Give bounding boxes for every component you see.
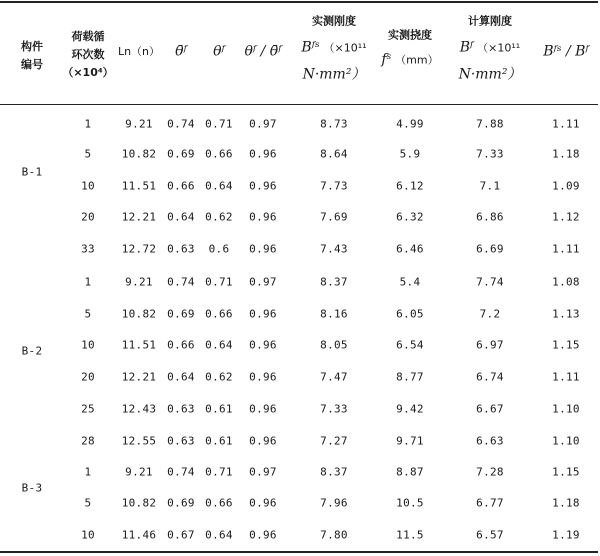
cell-measured-stiffness: 7.27 (320, 434, 348, 448)
cell-measured-stiffness: 7.47 (320, 370, 348, 384)
cell-measured-deflection: 6.12 (396, 179, 424, 193)
cell-measured-deflection: 6.32 (396, 210, 424, 224)
cell-theta-ratio: 0.96 (249, 338, 277, 352)
cell-ln-n: 12.43 (121, 402, 157, 416)
cell-theta-bar: 0.74 (167, 117, 195, 131)
bottom-rule (0, 551, 598, 553)
cell-stiffness-ratio: 1.18 (552, 496, 580, 510)
cell-cycles: 28 (81, 434, 95, 448)
cell-theta-ratio: 0.97 (249, 275, 277, 289)
cell-theta-bar: 0.74 (167, 275, 195, 289)
cell-theta: 0.61 (205, 434, 233, 448)
cell-theta-ratio: 0.96 (249, 402, 277, 416)
cell-theta: 0.62 (205, 370, 233, 384)
cell-cycles: 10 (81, 179, 95, 193)
cell-measured-deflection: 10.5 (396, 496, 424, 510)
cell-ln-n: 12.55 (121, 434, 157, 448)
cell-calc-stiffness: 6.67 (476, 402, 504, 416)
group-label-b3: B-3 (21, 481, 43, 495)
group-label-b1: B-1 (21, 165, 43, 179)
cell-stiffness-ratio: 1.13 (552, 307, 580, 321)
cell-stiffness-ratio: 1.12 (552, 210, 580, 224)
cell-stiffness-ratio: 1.08 (552, 275, 580, 289)
cell-measured-deflection: 11.5 (396, 528, 424, 542)
cell-stiffness-ratio: 1.10 (552, 434, 580, 448)
cell-measured-deflection: 8.87 (396, 465, 424, 479)
cell-cycles: 10 (81, 338, 95, 352)
header-ratio-theta-symbol: θᶠ / θ̄ᶠ (244, 43, 282, 60)
cell-calc-stiffness: 7.28 (476, 465, 504, 479)
cell-theta: 0.71 (205, 275, 233, 289)
cell-measured-deflection: 6.05 (396, 307, 424, 321)
cell-theta-ratio: 0.96 (249, 434, 277, 448)
header-cycles-line2: 环次数 (71, 48, 105, 61)
cell-cycles: 20 (81, 210, 95, 224)
header-theta-bar-symbol: θ̄ᶠ (175, 43, 187, 60)
cell-theta-ratio: 0.96 (249, 496, 277, 510)
cell-theta-bar: 0.63 (167, 242, 195, 256)
cell-theta-bar: 0.63 (167, 402, 195, 416)
cell-ln-n: 12.21 (121, 370, 157, 384)
cell-theta-bar: 0.74 (167, 465, 195, 479)
cell-stiffness-ratio: 1.15 (552, 338, 580, 352)
cell-calc-stiffness: 6.77 (476, 496, 504, 510)
cell-theta: 0.64 (205, 179, 233, 193)
cell-theta-bar: 0.63 (167, 434, 195, 448)
header-ratio-theta (245, 43, 282, 62)
cell-theta-ratio: 0.97 (249, 117, 277, 131)
cell-theta-bar: 0.64 (167, 370, 195, 384)
cell-measured-deflection: 9.71 (396, 434, 424, 448)
cell-cycles: 1 (84, 117, 92, 131)
header-calc-stiffness (459, 13, 522, 84)
cell-measured-stiffness: 8.05 (320, 338, 348, 352)
cell-measured-stiffness: 8.16 (320, 307, 348, 321)
header-theta (213, 43, 225, 62)
cell-theta: 0.71 (205, 465, 233, 479)
header-theta-symbol: θᶠ (213, 43, 225, 60)
cell-theta-ratio: 0.96 (249, 210, 277, 224)
cell-measured-deflection: 6.46 (396, 242, 424, 256)
cell-ln-n: 9.21 (125, 117, 153, 131)
cell-measured-deflection: 9.42 (396, 402, 424, 416)
cell-calc-stiffness: 6.57 (476, 528, 504, 542)
cell-measured-stiffness: 8.37 (320, 465, 348, 479)
cell-measured-deflection: 6.54 (396, 338, 424, 352)
measured-stiffness-unit2: N·mm²） (302, 66, 366, 83)
cell-measured-stiffness: 8.37 (320, 275, 348, 289)
cell-ln-n: 9.21 (125, 275, 153, 289)
cell-calc-stiffness: 6.86 (476, 210, 504, 224)
cell-theta: 0.66 (205, 496, 233, 510)
cell-measured-stiffness: 8.64 (320, 147, 348, 161)
cell-theta-bar: 0.69 (167, 496, 195, 510)
cell-cycles: 1 (84, 465, 92, 479)
cell-theta-ratio: 0.96 (249, 147, 277, 161)
group-label-b2: B-2 (21, 344, 43, 358)
header-calc-stiffness-line2 (459, 39, 522, 58)
cell-theta-ratio: 0.96 (249, 528, 277, 542)
cell-theta-bar: 0.69 (167, 147, 195, 161)
cell-measured-deflection: 8.77 (396, 370, 424, 384)
measured-deflection-symbol: fˢ (381, 51, 392, 68)
header-measured-stiffness-line2 (301, 39, 366, 58)
calc-stiffness-unit: （×10¹¹ (477, 41, 521, 55)
cell-measured-stiffness: 7.73 (320, 179, 348, 193)
cell-ln-n: 10.82 (121, 496, 157, 510)
cell-cycles: 10 (81, 528, 95, 542)
calc-stiffness-unit2: N·mm²） (458, 66, 522, 83)
cell-measured-stiffness: 7.96 (320, 496, 348, 510)
measured-stiffness-symbol: Bᶠˢ (301, 39, 320, 56)
header-measured-stiffness-title: 实测刚度 (312, 14, 356, 28)
cell-ln-n: 10.82 (121, 147, 157, 161)
cell-theta-ratio: 0.96 (249, 370, 277, 384)
cell-stiffness-ratio: 1.19 (552, 528, 580, 542)
cell-theta-bar: 0.67 (167, 528, 195, 542)
header-calc-stiffness-title: 计算刚度 (468, 14, 512, 28)
cell-cycles: 5 (84, 496, 92, 510)
header-member-id-line1: 构件 (21, 40, 43, 53)
cell-ln-n: 10.82 (121, 307, 157, 321)
cell-stiffness-ratio: 1.11 (552, 117, 580, 131)
cell-calc-stiffness: 6.69 (476, 242, 504, 256)
cell-measured-stiffness: 7.33 (320, 402, 348, 416)
cell-cycles: 5 (84, 307, 92, 321)
cell-stiffness-ratio: 1.11 (552, 370, 580, 384)
cell-calc-stiffness: 6.97 (476, 338, 504, 352)
cell-cycles: 5 (84, 147, 92, 161)
header-ratio-b-symbol: Bᶠˢ / Bᶠ (543, 43, 589, 60)
cell-theta-ratio: 0.96 (249, 307, 277, 321)
cell-stiffness-ratio: 1.15 (552, 465, 580, 479)
header-member-id-line2: 编号 (21, 58, 43, 71)
cell-cycles: 20 (81, 370, 95, 384)
cell-measured-deflection: 4.99 (396, 117, 424, 131)
measured-stiffness-unit: （×10¹¹ (323, 41, 367, 55)
cell-theta: 0.6 (208, 242, 230, 256)
cell-ln-n: 12.72 (121, 242, 157, 256)
header-ln-n-text: Ln（n） (117, 45, 161, 58)
cell-calc-stiffness: 7.74 (476, 275, 504, 289)
header-ln-n (118, 43, 160, 61)
cell-theta: 0.71 (205, 117, 233, 131)
cell-theta-bar: 0.66 (167, 338, 195, 352)
cell-measured-deflection: 5.9 (399, 147, 421, 161)
cell-cycles: 33 (81, 242, 95, 256)
cell-cycles: 1 (84, 275, 92, 289)
cell-measured-stiffness: 7.80 (320, 528, 348, 542)
cell-calc-stiffness: 7.1 (479, 179, 501, 193)
cell-measured-stiffness: 8.73 (320, 117, 348, 131)
header-measured-stiffness (301, 13, 366, 84)
cell-theta-ratio: 0.97 (249, 465, 277, 479)
cell-theta-bar: 0.69 (167, 307, 195, 321)
cell-ln-n: 12.21 (121, 210, 157, 224)
cell-calc-stiffness: 6.74 (476, 370, 504, 384)
cell-measured-stiffness: 7.43 (320, 242, 348, 256)
cell-measured-stiffness: 7.69 (320, 210, 348, 224)
top-rule (0, 1, 598, 3)
cell-theta-ratio: 0.96 (249, 179, 277, 193)
header-member-id (21, 38, 43, 74)
header-theta-bar (175, 43, 187, 62)
cell-stiffness-ratio: 1.18 (552, 147, 580, 161)
cell-theta: 0.62 (205, 210, 233, 224)
cell-theta: 0.64 (205, 528, 233, 542)
cell-theta-bar: 0.66 (167, 179, 195, 193)
header-rule (0, 104, 598, 105)
cell-ln-n: 11.46 (121, 528, 157, 542)
cell-ln-n: 9.21 (125, 465, 153, 479)
cell-ln-n: 11.51 (121, 179, 157, 193)
measured-deflection-unit: （mm） (395, 53, 439, 67)
cell-theta-bar: 0.64 (167, 210, 195, 224)
cell-ln-n: 11.51 (121, 338, 157, 352)
header-ratio-b (543, 43, 588, 62)
cell-theta: 0.66 (205, 307, 233, 321)
cell-measured-deflection: 5.4 (399, 275, 421, 289)
cell-calc-stiffness: 7.33 (476, 147, 504, 161)
cell-calc-stiffness: 7.88 (476, 117, 504, 131)
header-cycles-line1: 荷载循 (71, 30, 105, 43)
header-measured-deflection (381, 27, 438, 70)
cell-calc-stiffness: 6.63 (476, 434, 504, 448)
calc-stiffness-symbol: Bᶠ (459, 39, 474, 56)
cell-stiffness-ratio: 1.10 (552, 402, 580, 416)
header-cycles-line3: （×10⁴） (62, 66, 114, 79)
cell-theta: 0.61 (205, 402, 233, 416)
header-measured-deflection-title: 实测挠度 (388, 28, 432, 42)
cell-cycles: 25 (81, 402, 95, 416)
cell-theta: 0.64 (205, 338, 233, 352)
cell-stiffness-ratio: 1.09 (552, 179, 580, 193)
header-measured-deflection-line2 (381, 51, 438, 70)
cell-theta: 0.66 (205, 147, 233, 161)
cell-theta-ratio: 0.96 (249, 242, 277, 256)
cell-stiffness-ratio: 1.11 (552, 242, 580, 256)
cell-calc-stiffness: 7.2 (479, 307, 501, 321)
header-cycles (62, 28, 113, 82)
